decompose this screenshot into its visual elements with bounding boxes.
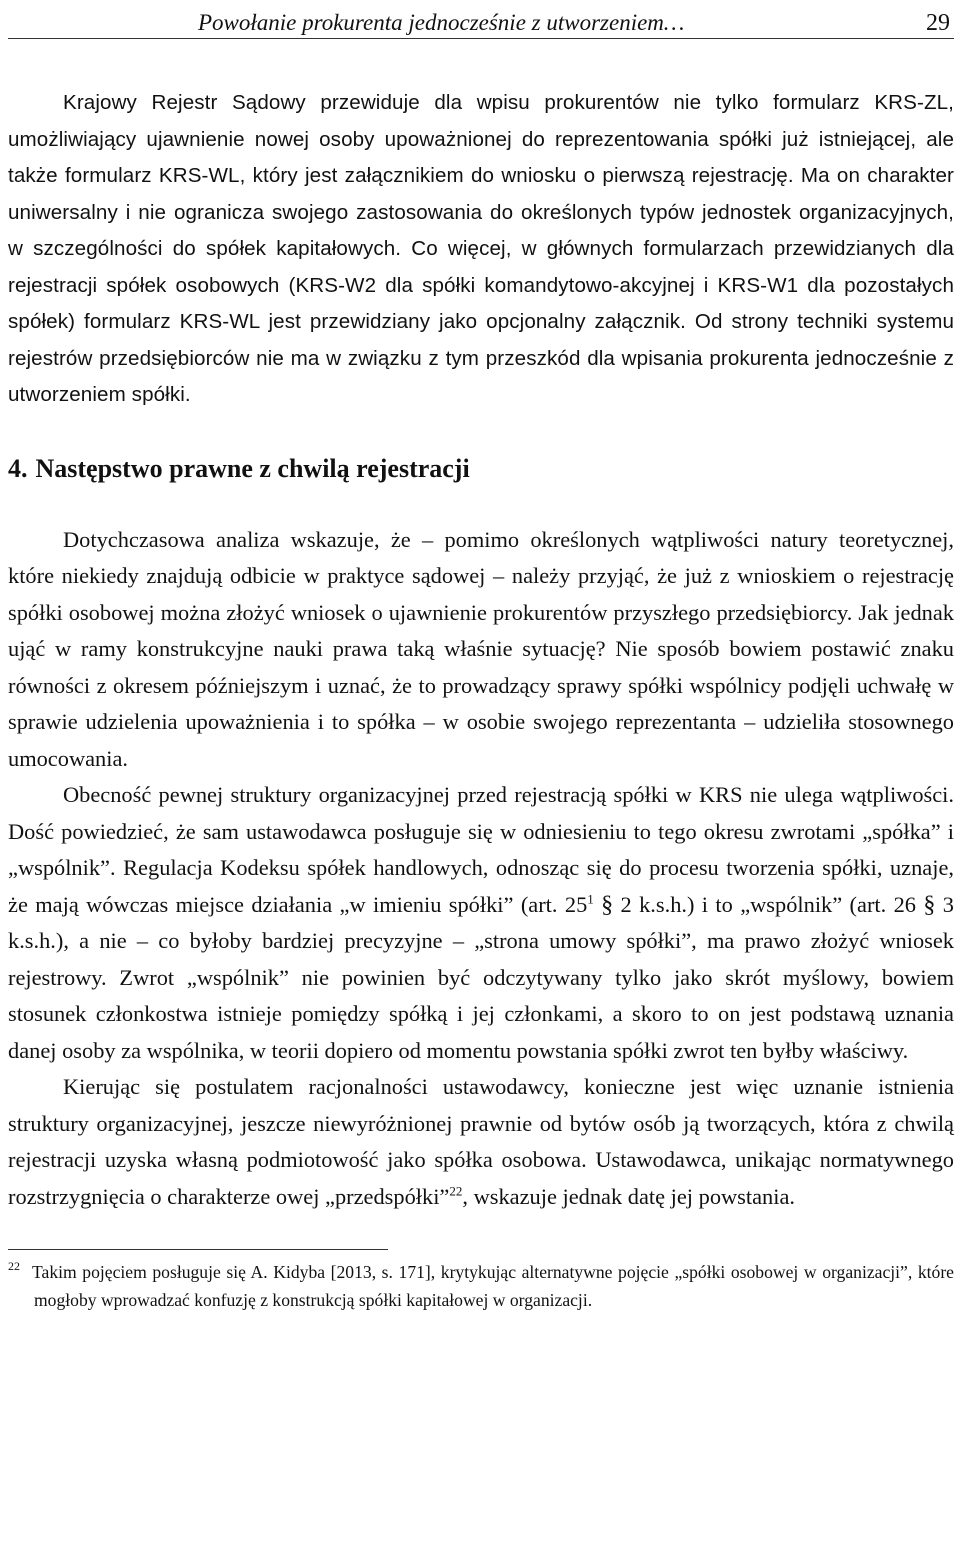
section-heading — [8, 454, 954, 484]
section-number: 4. — [8, 453, 28, 483]
paragraph-4-text-a: Kierując się postulatem racjonalności ustawodawcy, konieczne jest więc uznanie istnienia struktury organizacyjnej, jeszcze niewyróżnionej prawnie od bytów osób ją tworzących, która z chwilą rejestracji uzyska własną podmiotowość jako spółka osobowa. Ustawodawca, unikając normatywnego rozstrzygnięcia o charakterze owej „przedspółki” — [8, 1074, 954, 1209]
superscript-1: 1 — [587, 891, 594, 907]
footnote-divider — [8, 1249, 388, 1250]
paragraph-3-text-c: 3 k.s.h.), a nie – co byłoby bardziej precyzyjne – „strona umowy spółki”, ma prawo złożyć wniosek rejestrowy. Zwrot „wspólnik” nie powinien być odczytywany tylko jako skrót myślowy, bowiem stosunek członkostwa istnieje pomiędzy spółką i jej członkami, a skoro to on jest podstawą uznania danej osoby za wspólnika, w teorii dopiero od momentu powstania spółki zwrot ten byłby właściwy. — [8, 891, 954, 1063]
footnote-reference[interactable]: 22 — [449, 1183, 463, 1199]
footnote-text: Takim pojęciem posługuje się A. Kidyba [2013, s. 171], krytykując alternatywne pojęcie „spółki osobowej w organizacji”, które mogłoby wprowadzać konfuzję z konstrukcją spółki kapitałowej w organizacji. — [32, 1262, 954, 1310]
running-header — [8, 0, 954, 39]
running-title: Powołanie prokurenta jednocześnie z utworzeniem… — [198, 10, 685, 35]
paragraph-1-text: Krajowy Rejestr Sądowy przewiduje dla wpisu prokurentów nie tylko formularz KRS-ZL, umożliwiający ujawnienie nowej osoby upoważnionej do reprezentowania spółki już istniejącej, ale także formularz KRS-WL, który jest załącznikiem do wniosku o pierwszą rejestrację. Ma on charakter uniwersalny i nie ogranicza swojego zastosowania do określonych typów jednostek organizacyjnych, w szczególności do spółek kapitałowych. Co więcej, w głównych formularzach przewidzianych dla rejestracji spółek osobowych (KRS-W2 dla spółki komandytowo-akcyjnej i KRS-W1 dla pozostałych spółek) formularz KRS-WL jest przewidziany jako opcjonalny załącznik. Od strony techniki systemu rejestrów przedsiębiorców nie ma w związku z tym przeszkód dla wpisania prokurenta jednocześnie z utworzeniem spółki. — [8, 91, 954, 406]
paragraph-1 — [8, 85, 954, 414]
section-sign-2: § — [923, 891, 936, 918]
paragraph-2-text: Dotychczasowa analiza wskazuje, że – pomimo określonych wątpliwości natury teoretycznej, które niekiedy znajdują odbicie w praktyce sądowej – należy przyjąć, że już z wnioskiem o rejestrację spółki osobowej można złożyć wniosek o ujawnienie prokurentów przyszłego przedsiębiorcy. Jak jednak ująć w ramy konstrukcyjne nauki prawa taką właśnie sytuację? Nie sposób bowiem postawić znaku równości z okresem późniejszym i uznać, że to prowadzący sprawy spółki wspólnicy podjęli uchwałę w sprawie udzielenia upoważnienia i to spółka – w osobie swojego reprezentanta – udzieliła stosownego umocowania. — [8, 526, 954, 771]
paragraph-4 — [8, 1069, 954, 1215]
paragraph-3-text-a: Obecność pewnej struktury organizacyjnej przed rejestracją spółki w KRS nie ulega wątpliwości. Dość powiedzieć, że sam ustawodawca posługuje się w odniesieniu to tego okresu zwrotami „spółka” i „wspólnik”. Regulacja Kodeksu spółek handlowych, odnosząc się do procesu tworzenia spółki, uznaje, że mają wówczas miejsce działania „w imieniu spółki” (art. 25 — [8, 782, 954, 917]
paragraph-4-text-b: , wskazuje jednak datę jej powstania. — [462, 1183, 796, 1209]
paragraph-2 — [8, 522, 954, 778]
page-number: 29 — [926, 10, 950, 36]
footnote-number: 22 — [8, 1259, 20, 1273]
section-title: Następstwo prawne z chwilą rejestracji — [35, 453, 470, 483]
paragraph-3 — [8, 777, 954, 1069]
section-sign-1: § — [601, 891, 614, 918]
footnote — [8, 1258, 954, 1314]
paragraph-3-text-b: 2 k.s.h.) i to „wspólnik” (art. 26 — [620, 891, 916, 917]
